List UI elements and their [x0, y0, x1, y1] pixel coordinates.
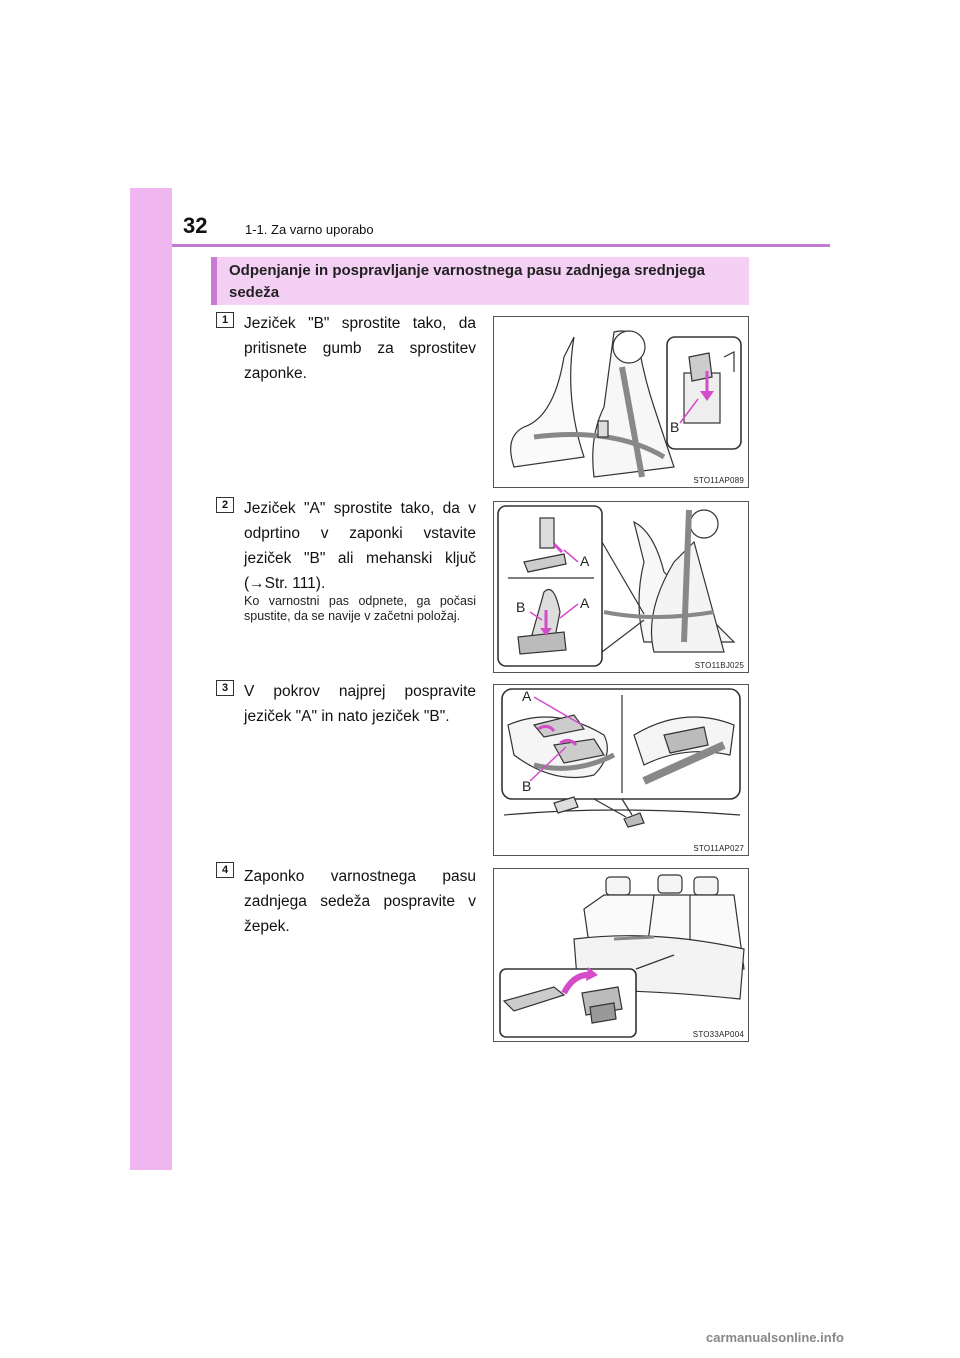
- figure-step-4: [493, 868, 749, 1042]
- figure-code: STO11AP089: [693, 476, 744, 485]
- step-number-3: 3: [216, 680, 234, 696]
- step-number-2: 2: [216, 497, 234, 513]
- callout-label: B: [522, 778, 532, 794]
- callout-label: A: [522, 688, 532, 704]
- figure-step-3: [493, 684, 749, 856]
- section-heading: [211, 257, 749, 305]
- step-number-4: 4: [216, 862, 234, 878]
- seat-belt-release-illustration: [494, 317, 748, 487]
- page-number: 32: [183, 213, 208, 238]
- tongue-release-illustration: [494, 502, 748, 672]
- callout-label: A: [580, 553, 590, 569]
- figure-step-2: [493, 501, 749, 673]
- buckle-pocket-illustration: [494, 869, 748, 1041]
- callout-label: B: [670, 419, 680, 435]
- figure-code: STO33AP004: [692, 1030, 744, 1039]
- stow-tongues-illustration: [494, 685, 748, 855]
- section-heading-text: Odpenjanje in pospravljanje varnostnega pasu zadnjega srednjega sedeža: [229, 262, 705, 301]
- step-text-2: Jeziček "A" sprostite tako, da v odprtino v zaponki vstavite jeziček "B" ali mehanski ključ (→Str. 111).: [244, 500, 476, 592]
- header-rule: [172, 244, 830, 247]
- figure-code: STO11AP027: [693, 844, 744, 853]
- callout-label: B: [516, 599, 526, 615]
- side-tab-band: [130, 188, 172, 1170]
- section-title: 1-1. Za varno uporabo: [245, 222, 374, 237]
- step-text-4: Zaponko varnostnega pasu zadnjega sedeža pospravite v žepek.: [244, 868, 476, 935]
- step-number-1: 1: [216, 312, 234, 328]
- figure-step-1: [493, 316, 749, 488]
- step-note-2: Ko varnostni pas odpnete, ga počasi spustite, da se navije v začetni položaj.: [244, 594, 476, 623]
- watermark: carmanualsonline.info: [706, 1330, 844, 1345]
- callout-label: A: [580, 595, 590, 611]
- figure-code: STO11BJ025: [694, 661, 744, 670]
- step-text-3: V pokrov najprej pospravite jeziček "A" in nato jeziček "B".: [244, 683, 476, 725]
- step-text-1: Jeziček "B" sprostite tako, da pritisnete gumb za sprostitev zaponke.: [244, 315, 476, 382]
